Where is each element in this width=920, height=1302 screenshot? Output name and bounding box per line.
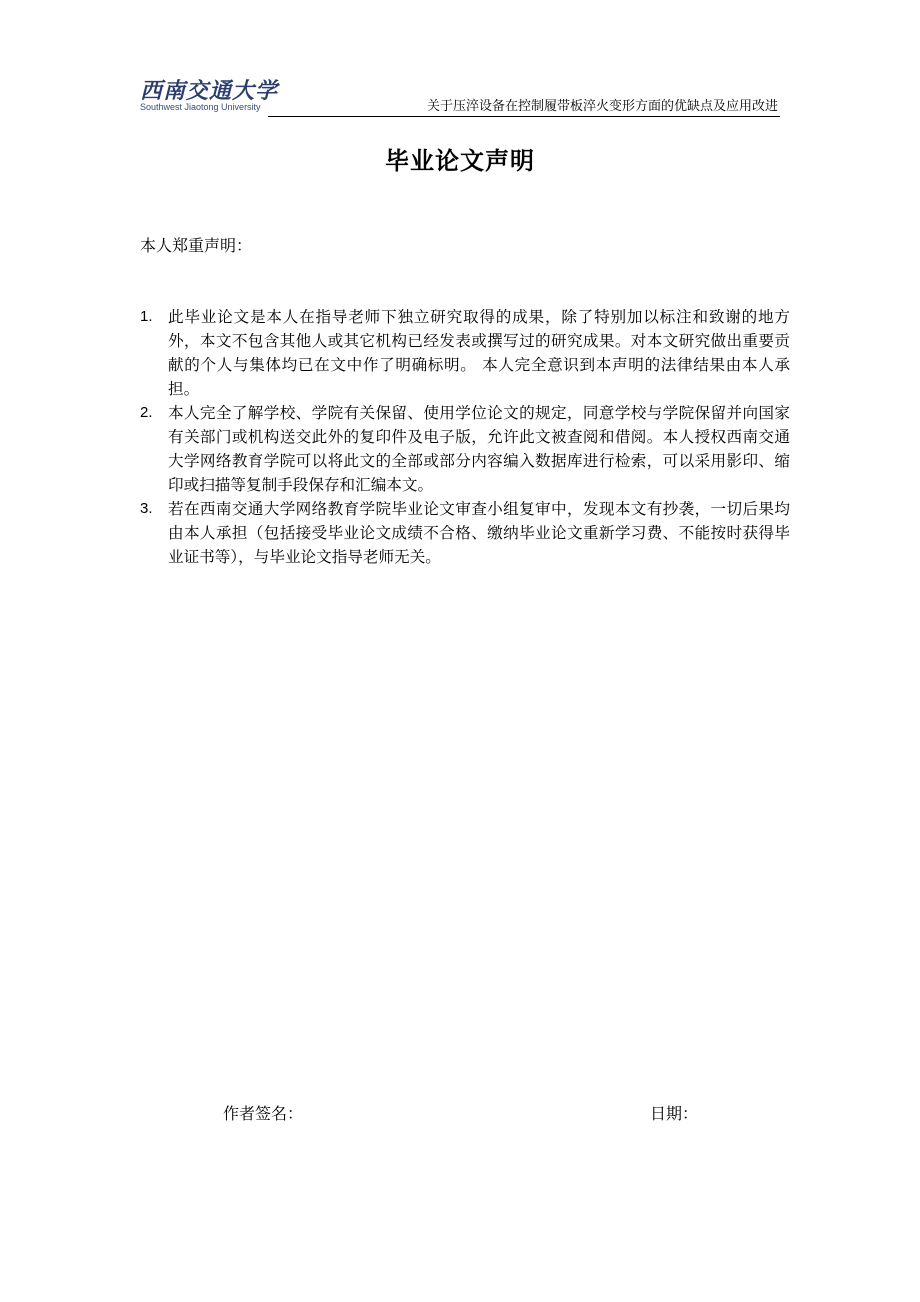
logo-english-name: Southwest Jiaotong University: [140, 102, 261, 112]
declaration-item: [140, 401, 790, 497]
author-signature-label: 作者签名：: [223, 1104, 304, 1123]
header-rule: [268, 116, 780, 117]
logo-chinese-name: 西南交通大学: [140, 78, 279, 104]
item-text: 本人完全了解学校、学院有关保留、使用学位论文的规定，同意学校与学院保留并向国家有关部门或机构送交此外的复印件及电子版，允许此文被查阅和借阅。本人授权西南交通大学网络教育学院可以将此文的全部或部分内容编入数据库进行检索，可以采用影印、缩印或扫描等复制手段保存和汇编本文。: [168, 404, 790, 494]
university-logo: [138, 72, 279, 114]
running-title: 关于压淬设备在控制履带板淬火变形方面的优缺点及应用改进: [426, 99, 778, 114]
declaration-item: [140, 305, 790, 401]
page-title: 毕业论文声明: [385, 147, 535, 175]
item-text: 此毕业论文是本人在指导老师下独立研究取得的成果，除了特别加以标注和致谢的地方外，本文不包含其他人或其它机构已经发表或撰写过的研究成果。对本文研究做出重要贡献的个人与集体均已在文中作了明确标明。 本人完全意识到本声明的法律结果由本人承担。: [168, 308, 790, 398]
item-number: 2.: [140, 404, 153, 421]
declaration-list: [140, 305, 790, 569]
date-label: 日期：: [650, 1104, 699, 1123]
item-text: 若在西南交通大学网络教育学院毕业论文审查小组复审中，发现本文有抄袭，一切后果均由本人承担（包括接受毕业论文成绩不合格、缴纳毕业论文重新学习费、不能按时获得毕业证书等），与毕业论文指导老师无关。: [168, 500, 790, 566]
declaration-item: [140, 497, 790, 569]
item-number: 3.: [140, 500, 153, 517]
item-number: 1.: [140, 308, 153, 325]
intro-text: 本人郑重声明：: [140, 236, 253, 255]
